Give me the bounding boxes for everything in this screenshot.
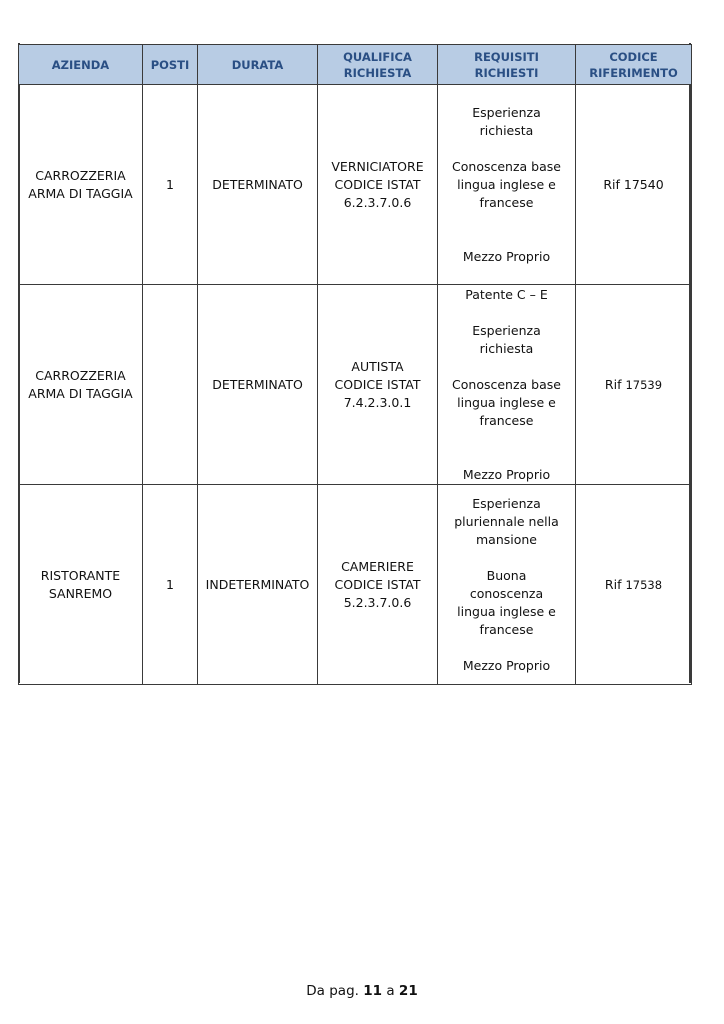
header-posti: POSTI [143, 45, 198, 85]
header-durata: DURATA [198, 45, 318, 85]
cell-posti: 1 [143, 485, 198, 685]
cell-qualifica: AUTISTA CODICE ISTAT 7.4.2.3.0.1 [318, 285, 438, 485]
table-row [19, 485, 692, 685]
cell-requisiti: Esperienza richiesta Conoscenza base lingua inglese e francese Mezzo Proprio [438, 85, 576, 285]
table-row [19, 85, 692, 285]
cell-codice: Rif 17540 [576, 85, 692, 285]
cell-codice: Rif 17539 [576, 285, 692, 485]
cell-durata: INDETERMINATO [198, 485, 318, 685]
cell-posti: 1 [143, 85, 198, 285]
footer-middle: a [386, 983, 395, 999]
header-azienda: AZIENDA [19, 45, 143, 85]
footer-current-page: 11 [363, 983, 383, 999]
cell-qualifica: VERNICIATORE CODICE ISTAT 6.2.3.7.0.6 [318, 85, 438, 285]
cell-durata: DETERMINATO [198, 85, 318, 285]
table-header-row [19, 45, 692, 85]
cell-requisiti: Patente C – E Esperienza richiesta Conoscenza base lingua inglese e francese Mezzo Proprio [438, 285, 576, 485]
cell-azienda: RISTORANTE SANREMO [19, 485, 143, 685]
cell-durata: DETERMINATO [198, 285, 318, 485]
table-row [19, 285, 692, 485]
footer-prefix: Da pag. [306, 983, 359, 999]
cell-azienda: CARROZZERIA ARMA DI TAGGIA [19, 285, 143, 485]
cell-qualifica: CAMERIERE CODICE ISTAT 5.2.3.7.0.6 [318, 485, 438, 685]
cell-codice: Rif 17538 [576, 485, 692, 685]
job-offers-table [18, 44, 692, 685]
header-qualifica: QUALIFICA RICHIESTA [318, 45, 438, 85]
header-codice: CODICE RIFERIMENTO [576, 45, 692, 85]
footer-total-pages: 21 [398, 983, 418, 999]
cell-requisiti: Esperienza pluriennale nella mansione Buona conoscenza lingua inglese e francese Mezzo Proprio [438, 485, 576, 685]
header-requisiti: REQUISITI RICHIESTI [438, 45, 576, 85]
cell-azienda: CARROZZERIA ARMA DI TAGGIA [19, 85, 143, 285]
page-footer [0, 983, 724, 999]
cell-posti [143, 285, 198, 485]
